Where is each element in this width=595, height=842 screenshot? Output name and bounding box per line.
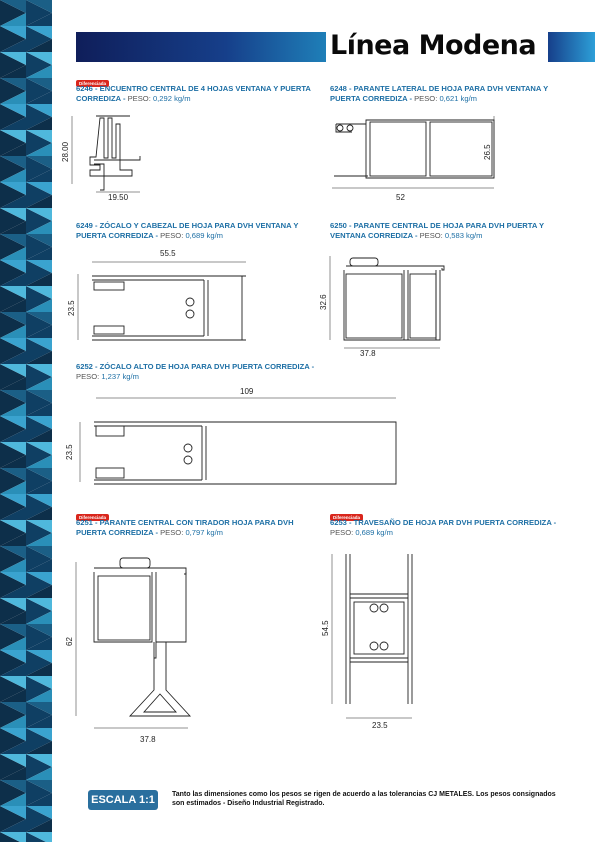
profile-drawing-6251 bbox=[60, 550, 210, 750]
dim-6253-height: 54.5 bbox=[321, 620, 330, 636]
dim-6250-height: 32.6 bbox=[319, 294, 328, 310]
badge-6246: Diferenciada bbox=[76, 72, 109, 90]
profile-drawing-6253 bbox=[316, 550, 426, 730]
badge-6253: Diferenciada bbox=[330, 506, 363, 524]
dim-6250-width: 37.8 bbox=[360, 349, 376, 358]
badge-6251: Diferenciada bbox=[76, 506, 109, 524]
profile-drawing-6252 bbox=[60, 386, 400, 486]
product-title-6250: 6250 - PARANTE CENTRAL DE HOJA PARA DVH PUERTA Y VENTANA CORREDIZA - PESO: 0,583 kg/m bbox=[330, 221, 544, 240]
profile-drawing-6250 bbox=[316, 248, 496, 358]
dim-6251-width: 37.8 bbox=[140, 735, 156, 744]
product-title-6253: 6253 - TRAVESAÑO DE HOJA PAR DVH PUERTA CORREDIZA - PESO: 0,689 kg/m bbox=[330, 518, 557, 537]
product-title-6251: 6251 - PARANTE CENTRAL CON TIRADOR HOJA PARA DVH PUERTA CORREDIZA - PESO: 0,797 kg/m bbox=[76, 518, 294, 537]
dim-6248-width: 52 bbox=[396, 193, 405, 202]
product-title-6249: 6249 - ZÓCALO Y CABEZAL DE HOJA PARA DVH VENTANA Y PUERTA CORREDIZA - PESO: 0,689 kg/m bbox=[76, 221, 299, 240]
dim-6253-width: 23.5 bbox=[372, 721, 388, 730]
dim-6252-height: 23.5 bbox=[65, 444, 74, 460]
dim-6252-width: 109 bbox=[240, 387, 254, 396]
dim-6246-width: 19.50 bbox=[108, 193, 129, 202]
dim-6248-height: 26.5 bbox=[483, 144, 492, 160]
header-gradient-tail bbox=[548, 32, 595, 62]
product-title-6252: 6252 - ZÓCALO ALTO DE HOJA PARA DVH PUERTA CORREDIZA - PESO: 1,237 kg/m bbox=[76, 362, 315, 381]
page-title: Línea Modena bbox=[330, 30, 537, 61]
dim-6249-height: 23.5 bbox=[67, 300, 76, 316]
dim-6251-height: 62 bbox=[65, 637, 74, 646]
scale-badge: ESCALA 1:1 bbox=[88, 790, 158, 810]
dim-6249-width: 55.5 bbox=[160, 249, 176, 258]
profile-drawing-6248 bbox=[326, 108, 506, 203]
decorative-side-pattern bbox=[0, 0, 52, 842]
product-title-6248: 6248 - PARANTE LATERAL DE HOJA PARA DVH VENTANA Y PUERTA CORREDIZA - PESO: 0,621 kg/m bbox=[330, 84, 549, 103]
header-gradient-bar bbox=[76, 32, 326, 62]
dim-6246-height: 28.00 bbox=[61, 141, 70, 162]
footer-note: Tanto las dimensiones como los pesos se rigen de acuerdo a las tolerancias CJ METALES. Los pesos consignados son estimados - Diseño Industrial Registrado. bbox=[172, 791, 556, 807]
profile-drawing-6249 bbox=[60, 244, 260, 348]
product-title-6246: 6246 - ENCUENTRO CENTRAL DE 4 HOJAS VENTANA Y PUERTA CORREDIZA - PESO: 0,292 kg/m bbox=[76, 84, 311, 103]
profile-drawing-6246 bbox=[60, 112, 160, 207]
